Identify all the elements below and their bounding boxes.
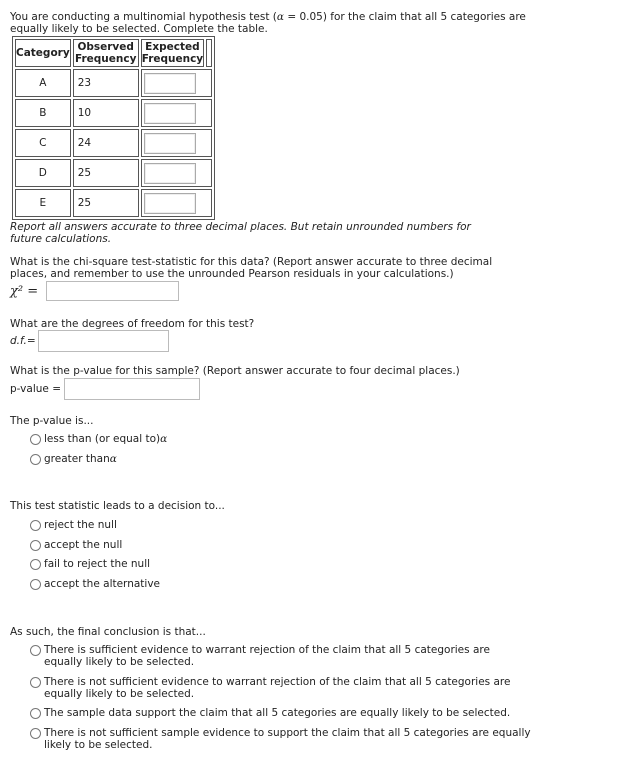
conclusion-option-3[interactable]: The sample data support the claim that all 5 categories are equally likely to be selected. xyxy=(30,707,550,719)
table-row xyxy=(15,159,212,187)
df-label: d.f.= xyxy=(10,335,36,347)
expected-input-c[interactable] xyxy=(144,133,196,154)
conclusion-option-2[interactable]: There is not sufficient evidence to warrant rejection of the claim that all 5 categories are equally likely to be selected. xyxy=(30,676,520,700)
frequency-table xyxy=(12,36,215,220)
option-accept-null[interactable]: accept the null xyxy=(30,539,122,551)
radio-button[interactable] xyxy=(30,454,41,465)
expected-input-e[interactable] xyxy=(144,193,196,214)
rounding-note: Report all answers accurate to three decimal places. But retain unrounded numbers for future calculations. xyxy=(10,221,471,245)
observed-cell: 25 xyxy=(73,189,139,217)
df-question: What are the degrees of freedom for this test? xyxy=(10,318,255,330)
observed-cell: 24 xyxy=(73,129,139,157)
conclusion-option-4[interactable]: There is not sufficient sample evidence to support the claim that all 5 categories are equally likely to be selected. xyxy=(30,727,540,751)
radio-button[interactable] xyxy=(30,434,41,445)
category-cell: A xyxy=(15,69,71,97)
radio-button[interactable] xyxy=(30,645,41,656)
table-row xyxy=(15,69,212,97)
decision-title: This test statistic leads to a decision to... xyxy=(10,500,225,512)
chi-square-question: What is the chi-square test-statistic for this data? (Report answer accurate to three decimal places, and remember to use the unrounded Pearson residuals in your calculations.) xyxy=(10,256,493,280)
chi-square-label: χ² = xyxy=(10,283,39,299)
header-spacer xyxy=(206,39,212,67)
table-row xyxy=(15,129,212,157)
table-row xyxy=(15,99,212,127)
option-accept-alternative[interactable]: accept the alternative xyxy=(30,578,160,590)
radio-button[interactable] xyxy=(30,708,41,719)
header-observed: Observed Frequency xyxy=(73,39,139,67)
observed-cell: 10 xyxy=(73,99,139,127)
category-cell: D xyxy=(15,159,71,187)
p-value-input[interactable] xyxy=(64,378,200,400)
conclusion-title: As such, the final conclusion is that... xyxy=(10,626,206,638)
alpha-symbol: α xyxy=(276,11,284,23)
observed-cell: 25 xyxy=(73,159,139,187)
radio-button[interactable] xyxy=(30,677,41,688)
radio-button[interactable] xyxy=(30,559,41,570)
option-less-than-alpha[interactable]: less than (or equal to) α xyxy=(30,433,167,445)
header-expected: Expected Frequency xyxy=(141,41,204,65)
radio-button[interactable] xyxy=(30,728,41,739)
expected-input-d[interactable] xyxy=(144,163,196,184)
chi-square-input[interactable] xyxy=(46,281,179,301)
p-value-compare-title: The p-value is... xyxy=(10,415,94,427)
question-intro: You are conducting a multinomial hypothesis test (α = 0.05) for the claim that all 5 categories are equally likely to be selected. Complete the table. xyxy=(10,11,526,35)
category-cell: E xyxy=(15,189,71,217)
header-category: Category xyxy=(15,39,71,67)
table-row xyxy=(15,189,212,217)
observed-cell: 23 xyxy=(73,69,139,97)
category-cell: C xyxy=(15,129,71,157)
radio-button[interactable] xyxy=(30,579,41,590)
expected-input-a[interactable] xyxy=(144,73,196,94)
p-value-label: p-value = xyxy=(10,383,61,395)
df-input[interactable] xyxy=(38,330,169,352)
option-greater-than-alpha[interactable]: greater than α xyxy=(30,453,117,465)
category-cell: B xyxy=(15,99,71,127)
expected-input-b[interactable] xyxy=(144,103,196,124)
option-fail-to-reject-null[interactable]: fail to reject the null xyxy=(30,558,150,570)
radio-button[interactable] xyxy=(30,540,41,551)
conclusion-option-1[interactable]: There is sufficient evidence to warrant rejection of the claim that all 5 categories are equally likely to be selected. xyxy=(30,644,530,668)
option-reject-null[interactable]: reject the null xyxy=(30,519,117,531)
radio-button[interactable] xyxy=(30,520,41,531)
p-value-question: What is the p-value for this sample? (Report answer accurate to four decimal places.) xyxy=(10,365,460,377)
